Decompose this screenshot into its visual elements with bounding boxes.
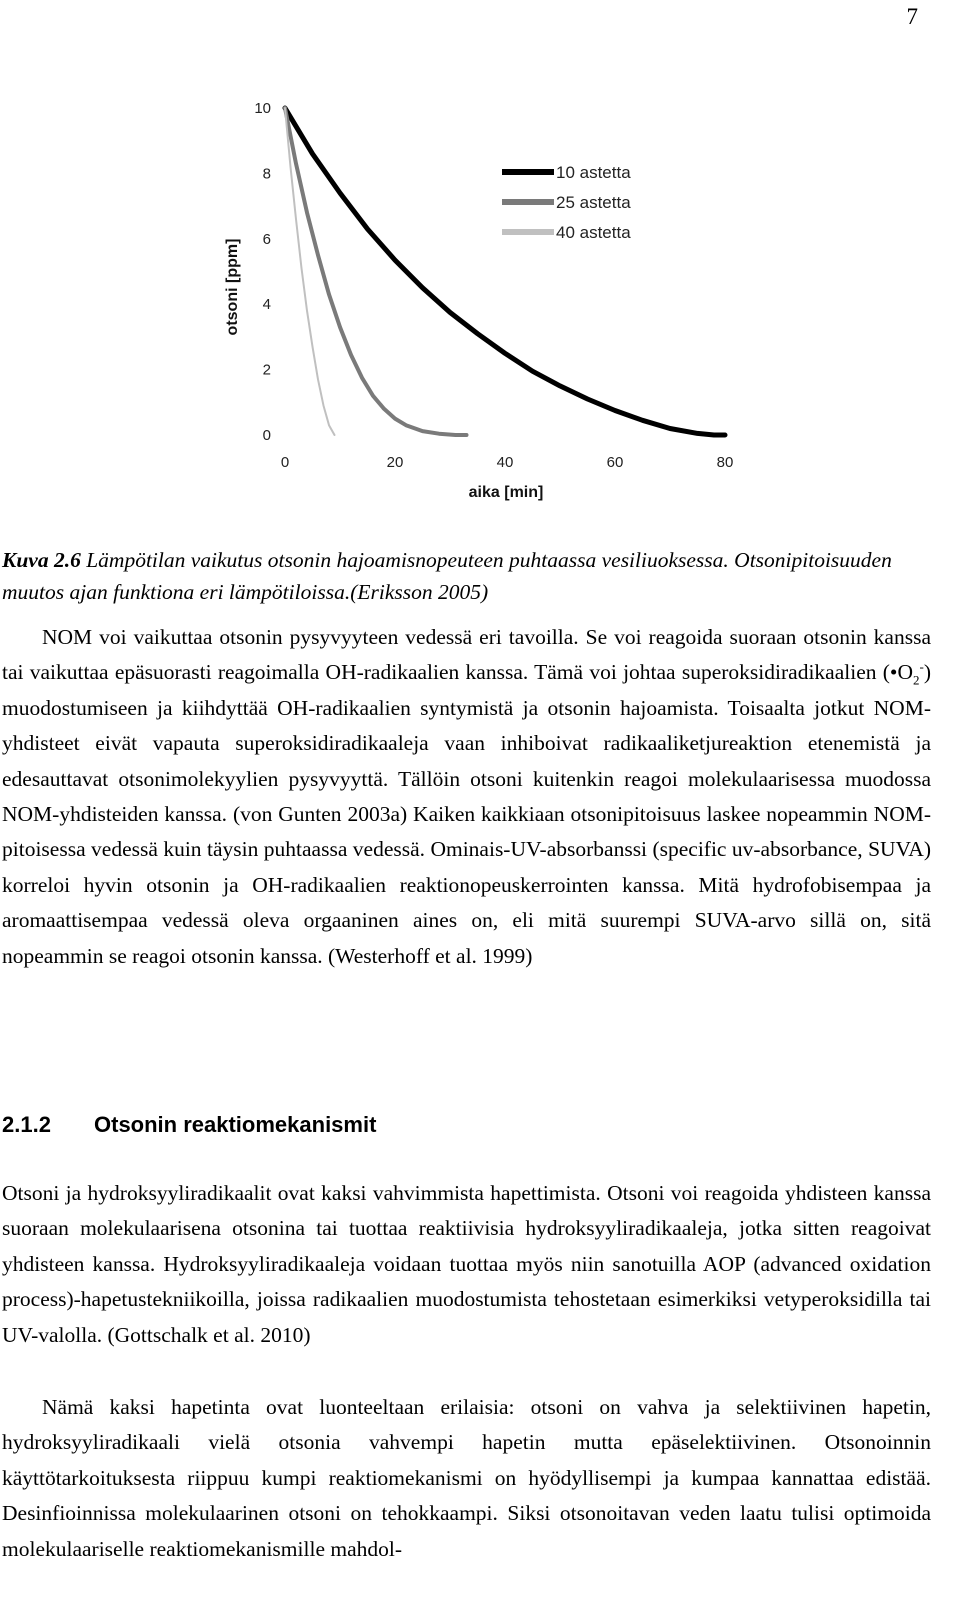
x-tick-label: 0 <box>280 454 290 471</box>
y-axis-label: otsoni [ppm] <box>224 238 241 336</box>
section-heading <box>2 1112 376 1138</box>
subscript-2: 2 <box>912 672 920 688</box>
x-tick-label: 40 <box>496 454 514 471</box>
x-tick-label: 80 <box>716 454 734 471</box>
y-tick-label: 10 <box>254 100 271 117</box>
superscript-minus: - <box>919 659 924 675</box>
legend-label: 40 astetta <box>556 223 631 242</box>
section-title: Otsonin reaktiomekanismit <box>94 1112 377 1137</box>
caption-label: Kuva 2.6 <box>2 548 81 572</box>
series-line-3 <box>285 108 335 435</box>
ozone-decay-chart <box>220 92 760 512</box>
legend-label: 25 astetta <box>556 193 631 212</box>
figure-caption <box>2 544 932 608</box>
x-tick-label: 20 <box>386 454 404 471</box>
paragraph-mechanisms: Nämä kaksi hapetinta ovat luonteeltaan erilaisia: otsoni on vahva ja selektiivinen hapetin, hydroksyyliradikaali vielä otsonia vahvempi hapetin mutta epäselektiivinen. Otsonoinnin käyttötarkoituksesta riippuu kumpi reaktiomekanismi on hyödyllisempi ja kumpaa kannattaa edistää. Desinfioinnissa molekulaarinen otsoni on tehokkaampi. Siksi otsonoitavan veden laatu tulisi optimoida molekulaariselle reaktiomekanismille mahdol- <box>2 1395 931 1561</box>
y-tick-label: 6 <box>262 230 271 248</box>
paragraph-nom-text-1: NOM voi vaikuttaa otsonin pysyvyyteen vedessä eri tavoilla. Se voi reagoida suoraan otsonin kanssa tai vaikuttaa epäsuorasti reagoimalla OH-radikaalien kanssa. Tämä voi johtaa superoksidiradikaalien (•O <box>2 625 931 685</box>
x-axis-label: aika [min] <box>468 484 544 501</box>
y-tick-label: 4 <box>262 296 271 314</box>
page-number: 7 <box>906 4 918 29</box>
caption-text: Lämpötilan vaikutus otsonin hajoamisnopeuteen puhtaassa vesiliuoksessa. Otsonipitoisuuden muutos ajan funktiona eri lämpötiloissa.(Eriksson 2005) <box>2 548 892 604</box>
legend-label: 10 astetta <box>556 163 631 182</box>
y-tick-label: 8 <box>262 165 271 183</box>
section-number: 2.1.2 <box>2 1112 51 1137</box>
y-tick-label: 0 <box>262 427 271 444</box>
paragraph-oxidants: Otsoni ja hydroksyyliradikaalit ovat kaksi vahvimmista hapettimista. Otsoni voi reagoida yhdisteen kanssa suoraan molekulaarisena otsonina tai tuottaa reaktiivisia hydroksyyliradikaaleja, jotka sitten reagoivat yhdisteen kanssa. Hydroksyyliradikaaleja voidaan tuottaa myös niin sanotuilla AOP (advanced oxidation process)-hapetustekniikoilla, joissa radikaalien muodostumista tehostetaan esimerkiksi vetyperoksidilla tai UV-valolla. (Gottschalk et al. 2010) <box>2 1181 931 1347</box>
paragraph-nom <box>2 620 931 974</box>
series-line-1 <box>285 108 725 435</box>
paragraph-nom-text-2: ) muodostumiseen ja kiihdyttää OH-radikaalien syntymistä ja otsonin hajoamista. Toisaalta jotkut NOM-yhdisteet eivät vapauta superoksidiradikaaleja vaan inhiboivat radikaaliketjureaktion etenemistä ja edesauttavat otsonimolekyylien pysyvyyttä. Tällöin otsoni kuitenkin reagoi molekulaarisessa muodossa NOM-yhdisteiden kanssa. (von Gunten 2003a) Kaiken kaikkiaan otsonipitoisuus laskee nopeammin NOM-pitoisessa vedessä kuin täysin puhtaassa vedessä. Ominais-UV-absorbanssi (specific uv-absorbance, SUVA) korreloi hyvin otsonin ja OH-radikaalien reaktionopeuskerrointen kanssa. Mitä hydrofobisempaa ja aromaattisempaa vedessä oleva orgaaninen aines on, eli mitä suurempi SUVA-arvo sillä on, sitä nopeammin se reagoi otsonin kanssa. (Westerhoff et al. 1999) <box>2 660 931 968</box>
chart-legend <box>502 163 631 242</box>
x-tick-label: 60 <box>606 454 624 471</box>
y-tick-label: 2 <box>262 361 271 379</box>
